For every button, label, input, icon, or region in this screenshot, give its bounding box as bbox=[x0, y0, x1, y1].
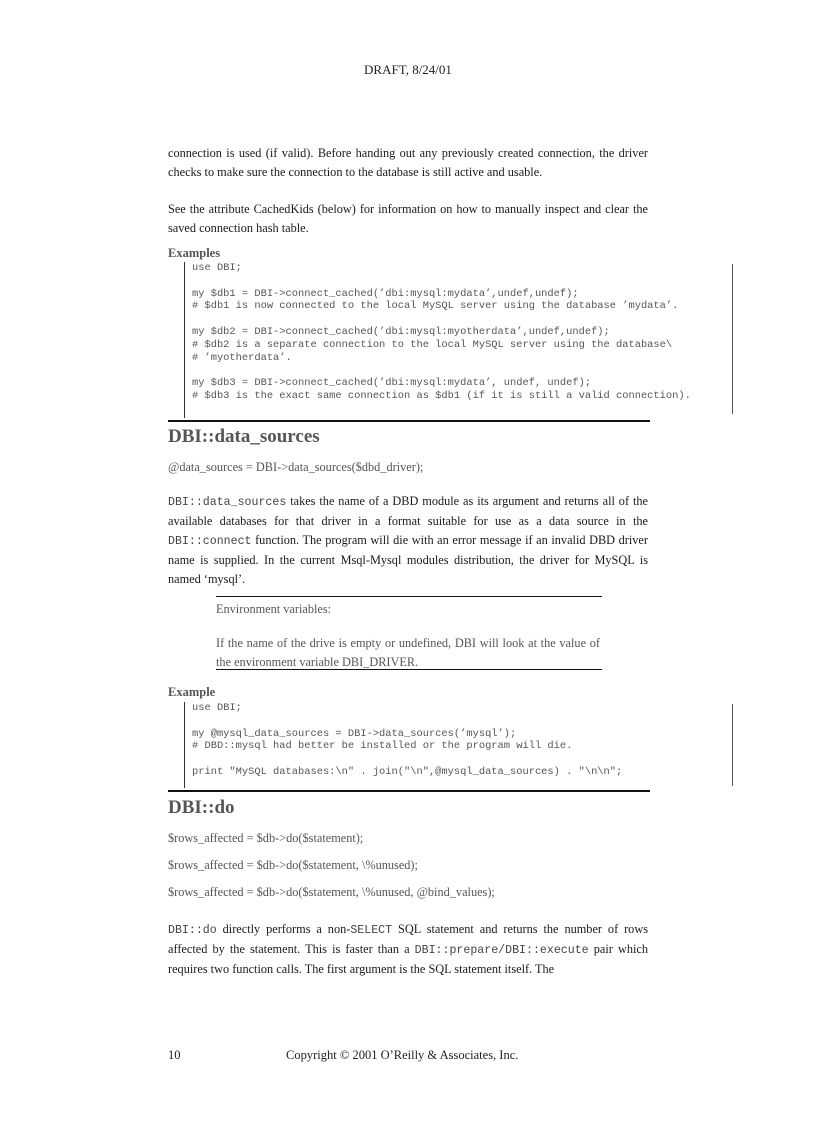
inline-code: DBI::data_sources bbox=[168, 496, 287, 509]
examples-label: Examples bbox=[168, 246, 221, 260]
inline-code: SELECT bbox=[350, 924, 393, 937]
section-heading-data-sources: DBI::data_sources bbox=[168, 426, 320, 447]
page-number: 10 bbox=[168, 1048, 181, 1062]
note-bottom-rule bbox=[216, 669, 602, 670]
signature-do-1: $rows_affected = $db->do($statement); bbox=[168, 831, 364, 845]
signature-data-sources: @data_sources = DBI->data_sources($dbd_driver); bbox=[168, 460, 424, 474]
text-run: function. The program will die with an error message if an invalid DBD driver name is supplied. In the current Msql-Mysql modules distribution, the driver for MySQL is named ‘mysql’. bbox=[168, 533, 648, 586]
code-line: my $db3 = DBI->connect_cached(’dbi:mysql:mydata’, undef, undef); bbox=[192, 377, 592, 390]
copyright-notice: Copyright © 2001 O’Reilly & Associates, Inc. bbox=[286, 1048, 519, 1062]
inline-code: DBI::connect bbox=[168, 535, 252, 548]
do-description bbox=[168, 920, 648, 979]
signature-do-3: $rows_affected = $db->do($statement, \%unused, @bind_values); bbox=[168, 885, 495, 899]
text-run: pair which requires two function calls. The first argument is the SQL statement itself. The bbox=[168, 942, 649, 976]
code-line: # $db2 is a separate connection to the local MySQL server using the database\ bbox=[192, 338, 673, 351]
code-line: print "MySQL databases:\n" . join("\n",@mysql_data_sources) . "\n\n"; bbox=[192, 765, 623, 778]
page-header: DRAFT, 8/24/01 bbox=[364, 62, 452, 77]
change-bar bbox=[732, 704, 733, 786]
code-line: my $db1 = DBI->connect_cached(’dbi:mysql:mydata’,undef,undef); bbox=[192, 287, 579, 300]
intro-paragraph-2: See the attribute CachedKids (below) for information on how to manually inspect and clear the saved connection hash table. bbox=[168, 202, 648, 235]
code-block-connect-cached bbox=[184, 262, 691, 418]
change-bar bbox=[732, 264, 733, 414]
inline-code: DBI::do bbox=[168, 924, 217, 937]
code-line bbox=[192, 275, 691, 288]
section-heading-do: DBI::do bbox=[168, 797, 235, 818]
code-line bbox=[192, 364, 691, 377]
note-top-rule bbox=[216, 596, 602, 597]
divider-rule bbox=[168, 420, 650, 422]
text-run: takes the name of a DBD module as its argument and returns all of the available databases for that driver in a format suitable for use as a data source in the bbox=[168, 494, 648, 528]
example-label: Example bbox=[168, 685, 216, 699]
code-line bbox=[192, 313, 691, 326]
code-block-data-sources bbox=[184, 702, 622, 788]
code-line: use DBI; bbox=[192, 702, 242, 714]
code-line: # ’myotherdata’. bbox=[192, 351, 292, 364]
divider-rule bbox=[168, 790, 650, 792]
note-body: If the name of the drive is empty or undefined, DBI will look at the value of the environment variable DBI_DRIVER. bbox=[216, 636, 600, 669]
code-line: # $db1 is now connected to the local MySQL server using the database ’mydata’. bbox=[192, 300, 679, 313]
data-sources-description bbox=[168, 492, 648, 589]
code-line: my $db2 = DBI->connect_cached(’dbi:mysql:myotherdata’,undef,undef); bbox=[192, 325, 610, 338]
text-run: SQL statement and returns the number of rows affected by the statement. This is faster than a bbox=[168, 922, 648, 956]
code-line bbox=[192, 753, 622, 766]
signature-do-2: $rows_affected = $db->do($statement, \%unused); bbox=[168, 858, 418, 872]
code-line: # DBD::mysql had better be installed or the program will die. bbox=[192, 740, 573, 753]
code-line: # $db3 is the exact same connection as $db1 (if it is still a valid connection). bbox=[192, 389, 691, 402]
intro-paragraph-1: connection is used (if valid). Before handing out any previously created connection, the driver checks to make sure the connection to the database is still active and usable. bbox=[168, 146, 648, 179]
text-run: directly performs a non- bbox=[216, 922, 351, 936]
note-title: Environment variables: bbox=[216, 602, 332, 616]
inline-code: DBI::prepare/DBI::execute bbox=[414, 944, 589, 957]
code-line: my @mysql_data_sources = DBI->data_sources(’mysql’); bbox=[192, 727, 517, 740]
code-line bbox=[192, 715, 622, 728]
code-line: use DBI; bbox=[192, 262, 242, 274]
